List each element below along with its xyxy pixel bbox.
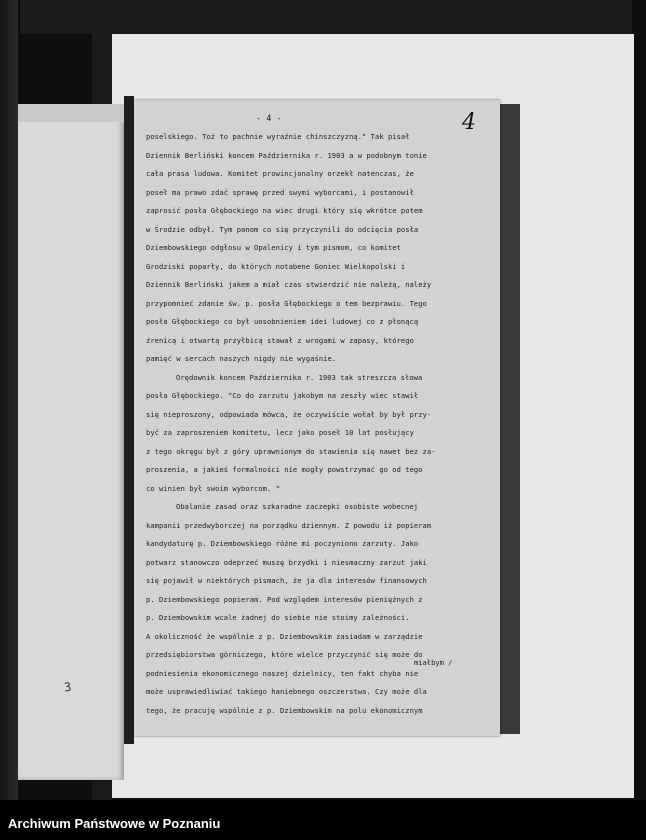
text-line: się nieproszony, odpowiada mówca, że oczywiście wołał by był przy- <box>146 409 432 419</box>
text-line: przedsiębiorstwa górniczego, które wielce przyczynić się może do <box>146 650 423 659</box>
archive-name: Archiwum Państwowe w Poznaniu <box>8 816 221 831</box>
text-line: w Środzie odbył. Tym panom co się przyczynili do odcięcia posła <box>146 224 419 234</box>
text-line: przypomnieć zdanie św. p. posła Głębockiego o tem bezprawiu. Tego <box>146 298 427 308</box>
text-line: Grodziski poparły, do których notabene Goniec Wielkopolski i <box>146 261 406 271</box>
text-line: być za zaproszeniem komitetu, lecz jako poseł 10 lat posłujący <box>146 428 414 437</box>
archive-footer <box>0 800 646 840</box>
text-line: Orędownik koncem Października r. 1903 tak streszcza słowa <box>176 372 423 382</box>
document-page <box>134 100 500 736</box>
text-line: p. Dziembowskim wcale żadnej do siebie nie stoimy zależności. <box>146 613 410 622</box>
text-line: podniesienia ekonomicznego naszej dzielnicy, ten fakt chyba nie <box>146 668 419 678</box>
text-line: posła Głębockiego. "Co do zarzutu jakobym na zeszły wiec stawił <box>146 391 419 400</box>
text-line: Dziembowskiego odgłosu w Opalenicy i tym pismom, co komitet <box>146 243 401 252</box>
text-line: potwarz stanowczo odeprzeć muszę brzydki i niesmaczny zarzut jaki <box>146 557 427 567</box>
page-shadow <box>500 104 520 734</box>
text-line: A okoliczność że wspólnie z p. Dziembowskim zasiadam w zarządzie <box>146 631 423 641</box>
text-line: tego, że pracuję wspólnie z p. Dziembowskim na polu ekonomicznym <box>146 705 423 715</box>
text-line: poselskiego. Toż to pachnie wyraźnie chinszczyzną." Tak pisał <box>146 132 410 141</box>
text-line: co winien był swoim wyborcom. " <box>146 483 280 493</box>
film-edge-top <box>20 0 632 34</box>
text-line: Dziennik Berliński jakem a miał czas stwierdzić nie należą, należy <box>146 280 432 289</box>
text-line: pamięć w sercach naszych nigdy nie wygaśnie. <box>146 354 337 363</box>
previous-page-card-edge <box>18 104 124 122</box>
pencil-folio-mark: 4 <box>462 110 476 135</box>
text-line: Obalanie zasad oraz szkaradne zaczepki osobiste wobecnej <box>176 502 418 511</box>
text-line: posła Głębockiego co był uosobnieniem idei ludowej co z płonącą <box>146 317 419 326</box>
text-line: cała prasa ludowa. Komitet prowincjonalny orzekł natenczas, że <box>146 169 414 178</box>
text-line: zaprosić posła Głębockiego na wiec drugi który się wkrótce potem <box>146 206 423 215</box>
text-line: kandydaturę p. Dziembowskiego różne mi poczyniono zarzuty. Jako <box>146 539 419 548</box>
text-line: kampanii przedwyborczej na porządku dziennym. Z powodu iż popieram <box>146 520 432 530</box>
text-line: źrenicą i otwartą przyłbicą stawał z wrogami w zapasy, którego <box>146 335 414 345</box>
text-line: poseł ma prawo zdać sprawę przed swymi wyborcami, i postanowił <box>146 187 414 197</box>
card-number: 3 <box>63 679 73 695</box>
text-line: się pojawił w niektórych pismach, że ja dla interesów finansowych <box>146 576 427 585</box>
text-line: Dziennik Berliński koncem Października r. 1903 a w podobnym tonie <box>146 150 427 160</box>
text-line: z tego okręgu był z góry uprawnionym do stawienia się nawet bez za- <box>146 446 436 456</box>
film-edge-left <box>0 0 18 800</box>
previous-page-card <box>18 104 124 780</box>
text-line: p. Dziembowskiego popieram. Pod względem interesów pieniężnych z <box>146 594 423 604</box>
text-line: proszenia, a jakieś formalności nie mogły powstrzymać go od tego <box>146 465 423 474</box>
typed-text-body <box>146 128 494 720</box>
continuation-fragment: miałbym / <box>414 658 453 667</box>
page-number: - 4 - <box>256 114 282 124</box>
text-line: może usprawiedliwiać takiego haniebnego oszczerstwa. Czy może dla <box>146 687 427 696</box>
page-gutter <box>124 96 134 744</box>
